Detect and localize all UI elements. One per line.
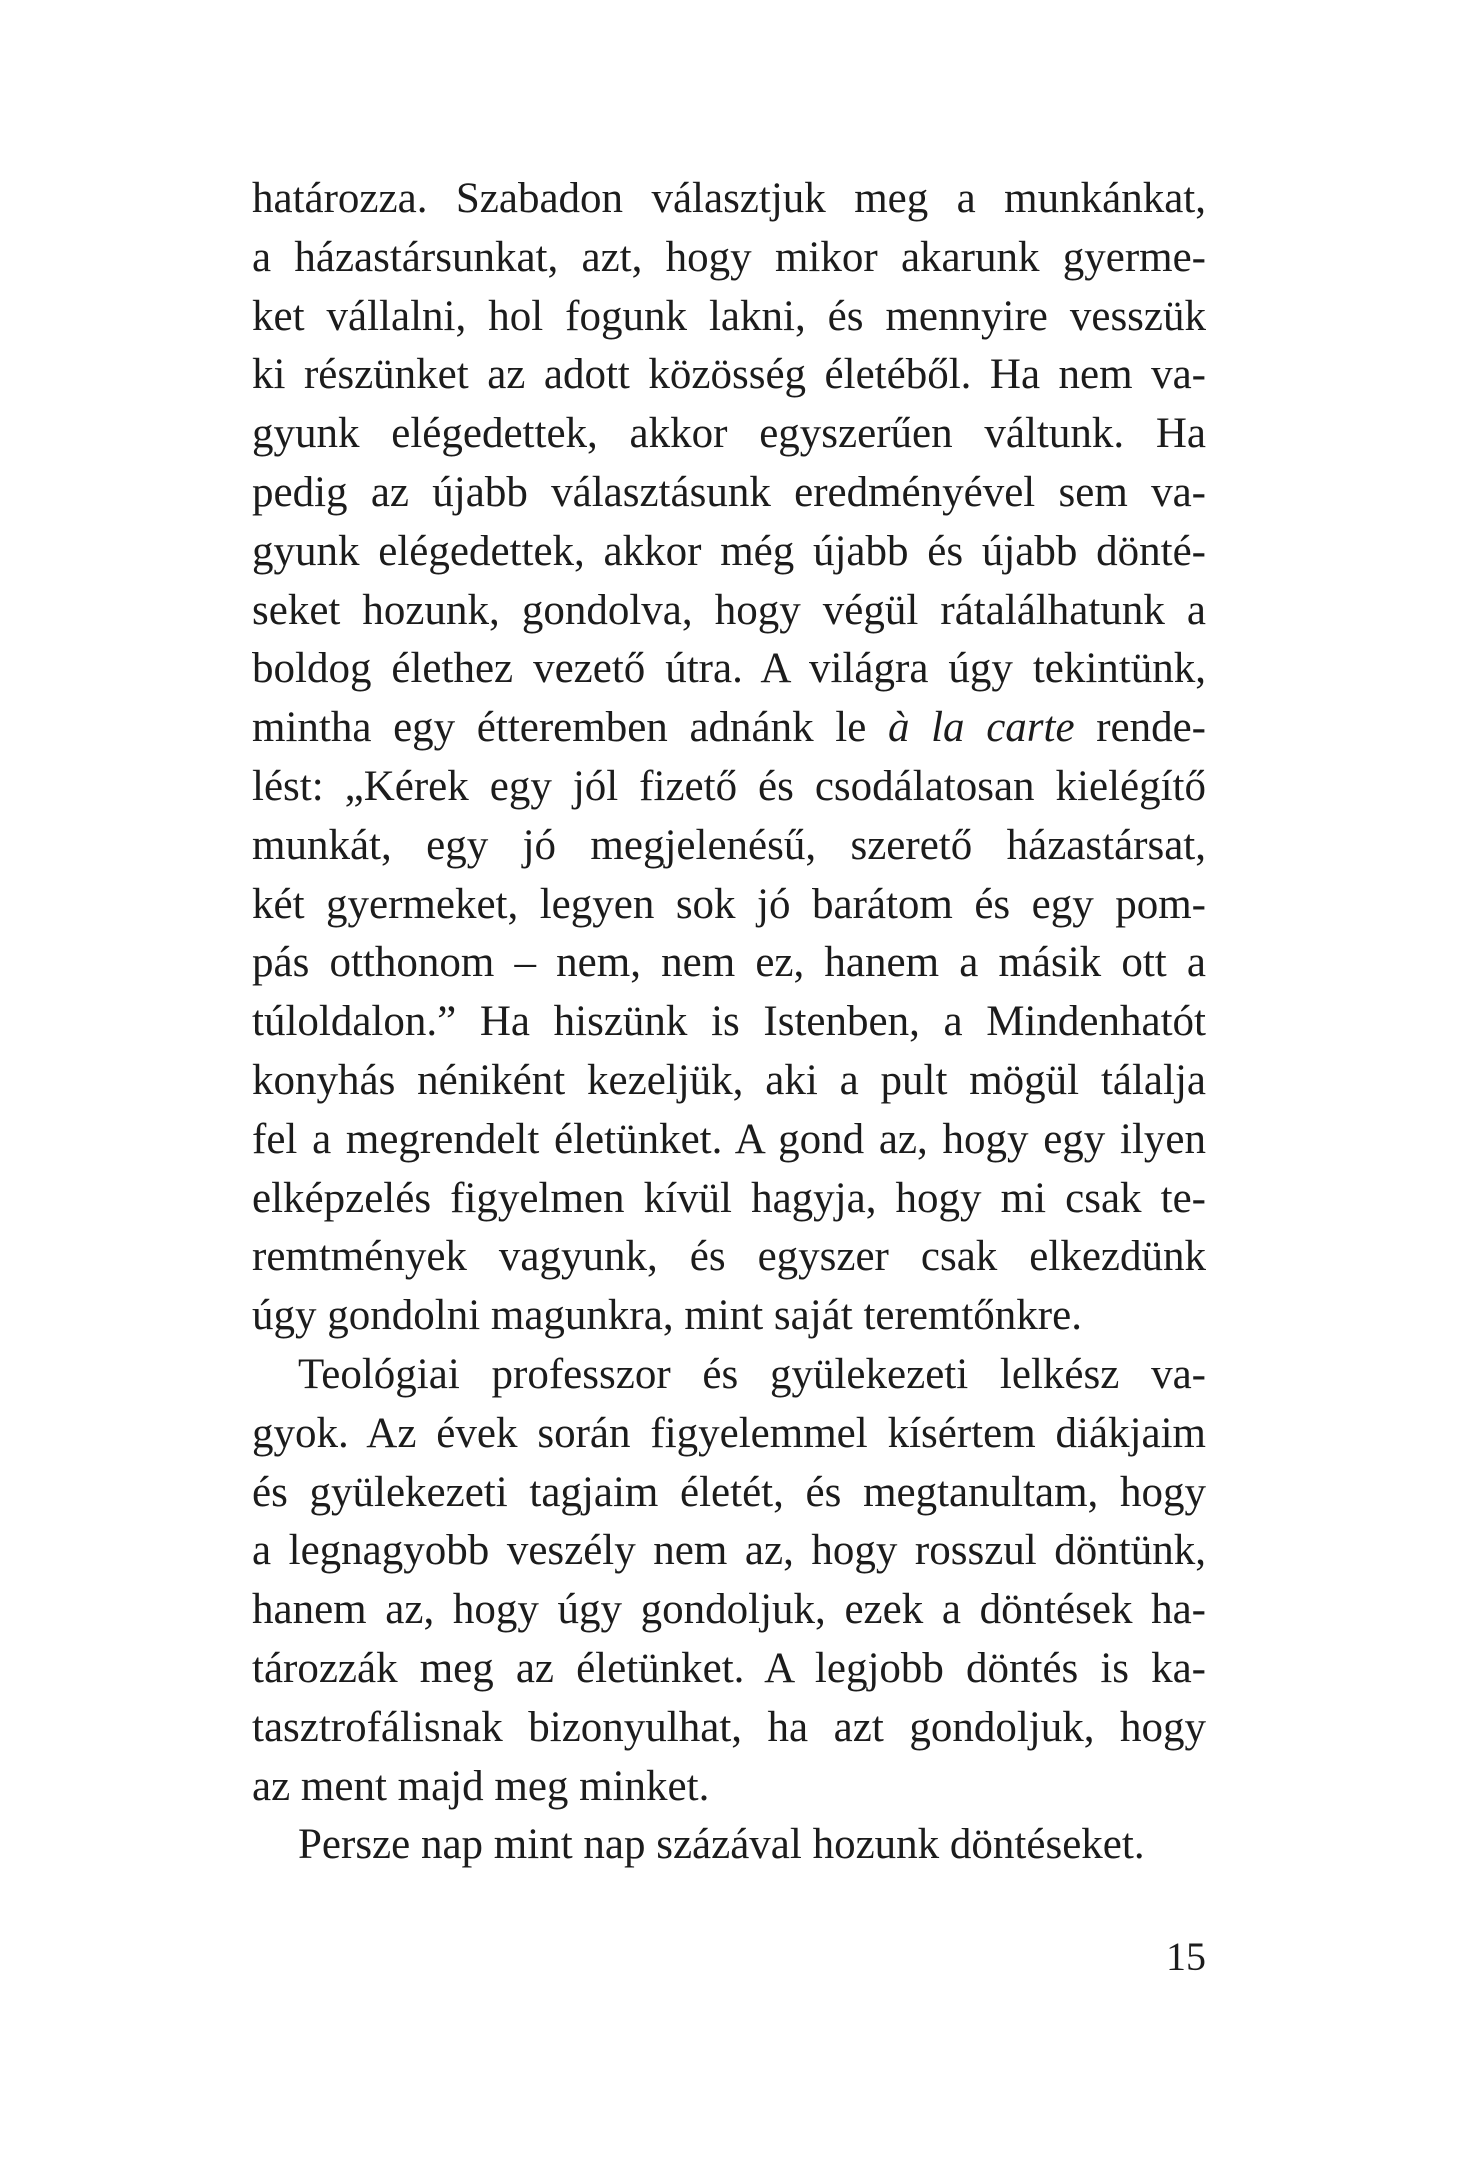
italic-phrase: à la carte: [887, 704, 1075, 752]
text-line: seket hozunk, gondolva, hogy végül rátalálhatunk a: [252, 586, 1206, 634]
text-line: a házastársunkat, azt, hogy mikor akarunk gyerme-: [252, 233, 1206, 281]
text-line: gyok. Az évek során figyelemmel kísértem diákjaim: [252, 1409, 1206, 1457]
text-line: boldog élethez vezető útra. A világra úgy tekintünk,: [252, 645, 1206, 693]
text-line: határozza. Szabadon választjuk meg a munkánkat,: [252, 175, 1206, 222]
text-line: munkát, egy jó megjelenésű, szerető házastársat,: [252, 821, 1206, 869]
text-line: lést: „Kérek egy jól fizető és csodálatosan kielégítő: [252, 762, 1206, 810]
text-line: gyunk elégedettek, akkor még újabb és újabb dönté-: [252, 527, 1206, 575]
text-line: pedig az újabb választásunk eredményével sem va-: [252, 468, 1206, 516]
page-number: 15: [1166, 1934, 1206, 1979]
text-line: fel a megrendelt életünket. A gond az, hogy egy ilyen: [252, 1115, 1206, 1163]
text-line: ket vállalni, hol fogunk lakni, és mennyire vesszük: [252, 292, 1206, 340]
text-line: úgy gondolni magunkra, mint saját teremtőnkre.: [252, 1292, 1082, 1340]
text-line: Persze nap mint nap százával hozunk döntéseket.: [298, 1821, 1145, 1869]
text-line: tasztrofálisnak bizonyulhat, ha azt gondoljuk, hogy: [252, 1703, 1206, 1751]
text-line: az ment majd meg minket.: [252, 1762, 710, 1810]
text-line: hanem az, hogy úgy gondoljuk, ezek a döntések ha-: [252, 1586, 1206, 1634]
body-text: [252, 170, 1206, 1875]
text-line: két gyermeket, legyen sok jó barátom és egy pom-: [252, 880, 1206, 928]
text-line: konyhás néniként kezeljük, aki a pult mögül tálalja: [252, 1056, 1206, 1104]
text-line: mintha egy étteremben adnánk le à la carte rende-: [252, 704, 1207, 752]
text-line: Teológiai professzor és gyülekezeti lelkész va-: [298, 1350, 1206, 1398]
text-line: remtmények vagyunk, és egyszer csak elkezdünk: [252, 1233, 1206, 1281]
text-line: gyunk elégedettek, akkor egyszerűen váltunk. Ha: [252, 410, 1206, 458]
text-line: tározzák meg az életünket. A legjobb döntés is ka-: [252, 1644, 1206, 1692]
text-line: túloldalon.” Ha hiszünk is Istenben, a Mindenhatót: [252, 998, 1206, 1046]
text-line: elképzelés figyelmen kívül hagyja, hogy mi csak te-: [252, 1174, 1206, 1222]
text-line: a legnagyobb veszély nem az, hogy rosszul döntünk,: [252, 1527, 1206, 1575]
text-line: ki részünket az adott közösség életéből. Ha nem va-: [252, 351, 1206, 399]
text-line: pás otthonom – nem, nem ez, hanem a másik ott a: [252, 939, 1206, 987]
text-line: és gyülekezeti tagjaim életét, és megtanultam, hogy: [252, 1468, 1206, 1516]
